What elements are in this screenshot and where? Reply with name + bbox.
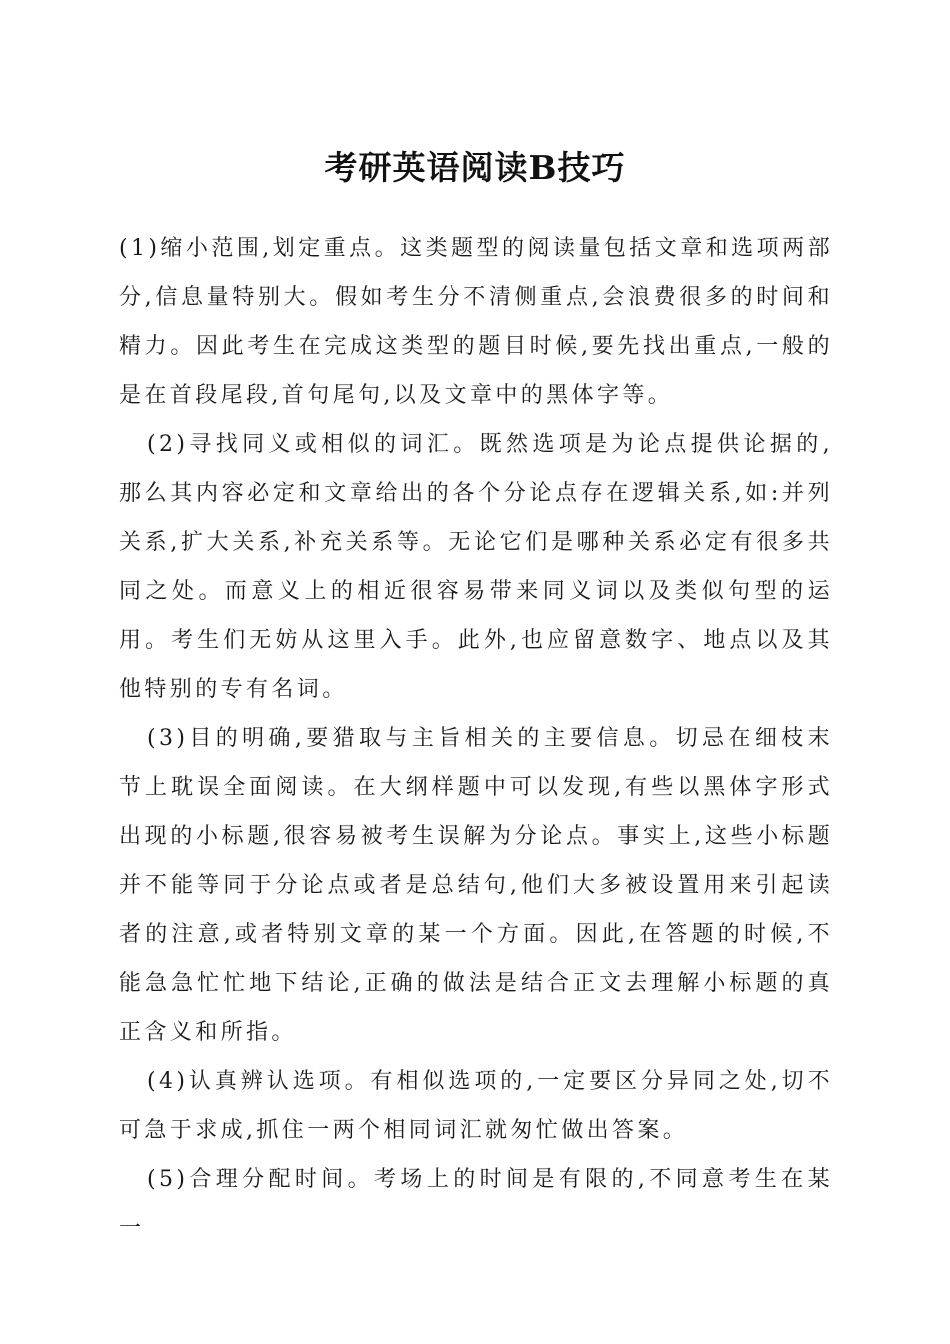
- paragraph-4: (4)认真辨认选项。有相似选项的,一定要区分异同之处,切不可急于求成,抓住一两个相同词汇就匆忙做出答案。: [119, 1069, 833, 1143]
- document-title: 考研英语阅读B技巧: [324, 148, 626, 187]
- document-body: [119, 224, 833, 1253]
- paragraph-3: (3)目的明确,要猎取与主旨相关的主要信息。切忌在细枝末节上耽误全面阅读。在大纲样题中可以发现,有些以黑体字形式出现的小标题,很容易被考生误解为分论点。事实上,这些小标题并不能等同于分论点或者是总结句,他们大多被设置用来引起读者的注意,或者特别文章的某一个方面。因此,在答题的时候,不能急急忙忙地下结论,正确的做法是结合正文去理解小标题的真正含义和所指。: [119, 726, 833, 1045]
- paragraph-2: (2)寻找同义或相似的词汇。既然选项是为论点提供论据的,那么其内容必定和文章给出的各个分论点存在逻辑关系,如:并列关系,扩大关系,补充关系等。无论它们是哪种关系必定有很多共同之处。而意义上的相近很容易带来同义词以及类似句型的运用。考生们无妨从这里入手。此外,也应留意数字、地点以及其他特别的专有名词。: [119, 432, 833, 702]
- paragraph-1: (1)缩小范围,划定重点。这类题型的阅读量包括文章和选项两部分,信息量特别大。假如考生分不清侧重点,会浪费很多的时间和精力。因此考生在完成这类型的题目时候,要先找出重点,一般的是在首段尾段,首句尾句,以及文章中的黑体字等。: [119, 236, 833, 408]
- paragraph-5: (5)合理分配时间。考场上的时间是有限的,不同意考生在某一: [119, 1167, 833, 1241]
